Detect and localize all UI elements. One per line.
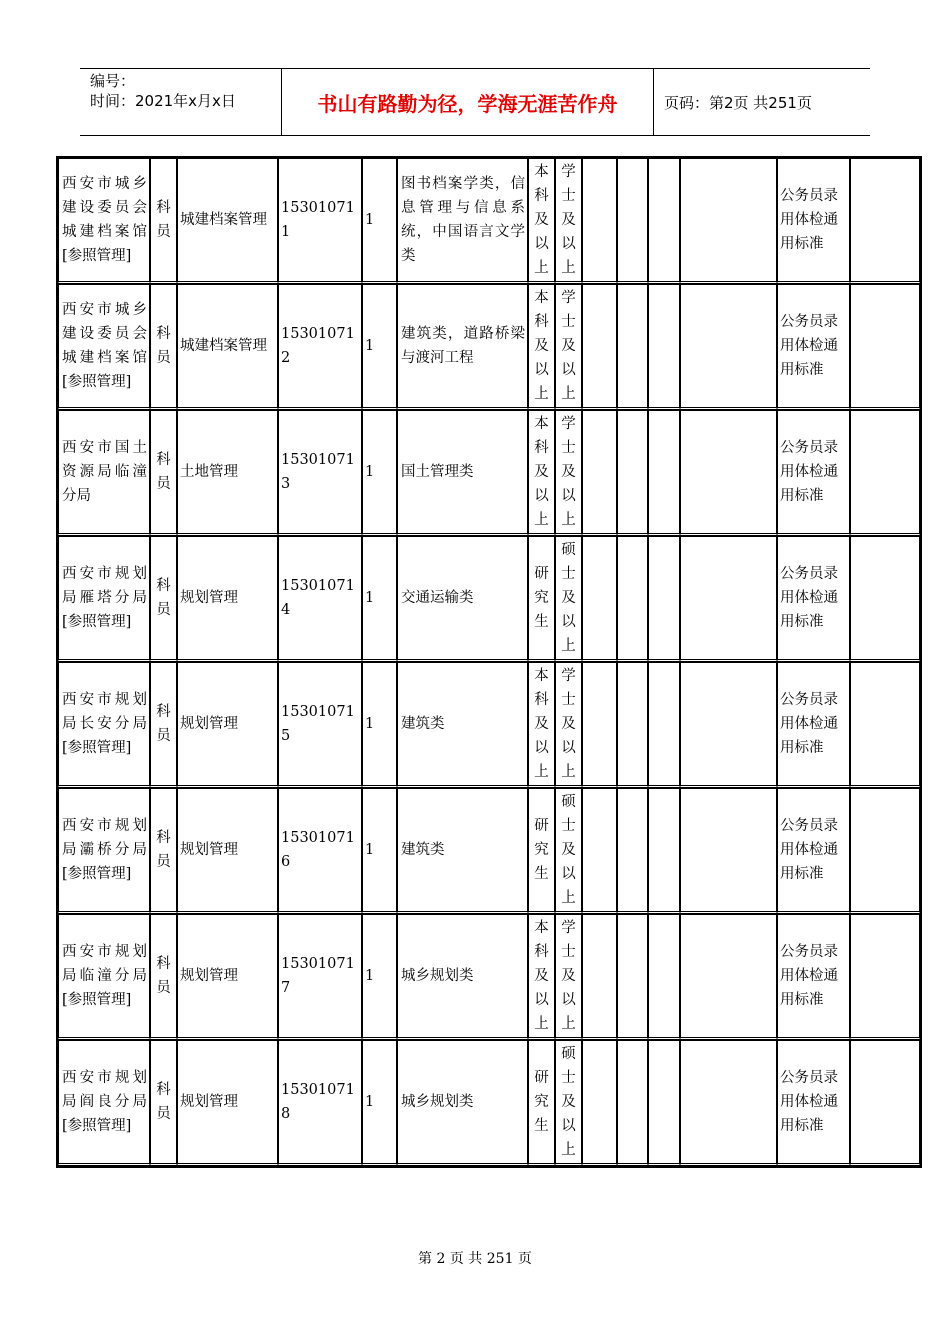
cell-empty [648, 158, 680, 284]
cell-position: 规划管理 [177, 662, 278, 788]
cell-major: 城乡规划类 [397, 1040, 528, 1166]
cell-count: 1 [362, 536, 397, 662]
cell-empty [680, 284, 777, 410]
cell-education: 本科及以上 [528, 914, 555, 1040]
cell-count: 1 [362, 410, 397, 536]
cell-rank: 科员 [150, 788, 177, 914]
cell-empty [617, 788, 648, 914]
cell-position: 规划管理 [177, 536, 278, 662]
cell-empty [617, 158, 648, 284]
cell-position: 城建档案管理 [177, 158, 278, 284]
recruitment-table [56, 156, 922, 1168]
table-row [58, 158, 920, 284]
cell-empty [648, 1040, 680, 1166]
cell-empty [680, 158, 777, 284]
cell-major: 建筑类 [397, 788, 528, 914]
cell-code: 153010717 [278, 914, 362, 1040]
cell-empty [582, 158, 617, 284]
cell-empty [850, 1040, 920, 1166]
cell-empty [850, 914, 920, 1040]
cell-empty [582, 788, 617, 914]
cell-empty [617, 662, 648, 788]
header-meta [80, 69, 282, 135]
cell-major: 国土管理类 [397, 410, 528, 536]
header-page-info: 页码：第2页 共251页 [664, 93, 812, 112]
cell-rank: 科员 [150, 662, 177, 788]
cell-empty [648, 284, 680, 410]
cell-education: 研究生 [528, 536, 555, 662]
cell-empty [680, 914, 777, 1040]
cell-count: 1 [362, 1040, 397, 1166]
cell-empty [680, 536, 777, 662]
cell-empty [648, 662, 680, 788]
cell-count: 1 [362, 914, 397, 1040]
table-row [58, 284, 920, 410]
cell-education: 研究生 [528, 1040, 555, 1166]
cell-health-standard: 公务员录用体检通用标准 [777, 536, 850, 662]
cell-position: 规划管理 [177, 788, 278, 914]
cell-rank: 科员 [150, 284, 177, 410]
cell-education: 研究生 [528, 788, 555, 914]
cell-degree: 硕士及以上 [555, 536, 582, 662]
cell-major: 交通运输类 [397, 536, 528, 662]
cell-degree: 学士及以上 [555, 158, 582, 284]
cell-education: 本科及以上 [528, 410, 555, 536]
cell-rank: 科员 [150, 1040, 177, 1166]
cell-empty [648, 410, 680, 536]
cell-major: 建筑类 [397, 662, 528, 788]
cell-empty [850, 410, 920, 536]
cell-unit: 西安市规划局阎良分局[参照管理] [58, 1040, 150, 1166]
cell-empty [582, 662, 617, 788]
cell-empty [680, 410, 777, 536]
cell-position: 土地管理 [177, 410, 278, 536]
document-time: 时间：2021年x月x日 [90, 92, 236, 110]
cell-position: 规划管理 [177, 1040, 278, 1166]
cell-code: 153010715 [278, 662, 362, 788]
cell-education: 本科及以上 [528, 158, 555, 284]
cell-unit: 西安市国土资源局临潼分局 [58, 410, 150, 536]
cell-empty [582, 914, 617, 1040]
cell-degree: 硕士及以上 [555, 1040, 582, 1166]
table-row [58, 1040, 920, 1166]
page-footer: 第 2 页 共 251 页 [418, 1251, 532, 1267]
cell-empty [850, 284, 920, 410]
cell-education: 本科及以上 [528, 662, 555, 788]
cell-empty [617, 914, 648, 1040]
cell-empty [648, 536, 680, 662]
document-number-label: 编号： [90, 72, 136, 90]
cell-code: 153010712 [278, 284, 362, 410]
cell-code: 153010716 [278, 788, 362, 914]
cell-position: 规划管理 [177, 914, 278, 1040]
cell-rank: 科员 [150, 410, 177, 536]
cell-empty [617, 284, 648, 410]
cell-health-standard: 公务员录用体检通用标准 [777, 662, 850, 788]
cell-empty [648, 788, 680, 914]
cell-count: 1 [362, 788, 397, 914]
cell-unit: 西安市城乡建设委员会城建档案馆[参照管理] [58, 284, 150, 410]
cell-empty [850, 788, 920, 914]
cell-health-standard: 公务员录用体检通用标准 [777, 158, 850, 284]
cell-empty [582, 1040, 617, 1166]
cell-major: 图书档案学类，信息管理与信息系统，中国语言文学类 [397, 158, 528, 284]
cell-unit: 西安市城乡建设委员会城建档案馆[参照管理] [58, 158, 150, 284]
cell-empty [850, 536, 920, 662]
cell-position: 城建档案管理 [177, 284, 278, 410]
cell-empty [850, 158, 920, 284]
cell-empty [850, 662, 920, 788]
cell-code: 153010711 [278, 158, 362, 284]
cell-empty [648, 914, 680, 1040]
cell-code: 153010718 [278, 1040, 362, 1166]
cell-code: 153010713 [278, 410, 362, 536]
table-row [58, 788, 920, 914]
cell-empty [680, 1040, 777, 1166]
cell-health-standard: 公务员录用体检通用标准 [777, 1040, 850, 1166]
cell-code: 153010714 [278, 536, 362, 662]
cell-degree: 学士及以上 [555, 410, 582, 536]
cell-count: 1 [362, 662, 397, 788]
table-row [58, 410, 920, 536]
cell-count: 1 [362, 158, 397, 284]
cell-degree: 学士及以上 [555, 914, 582, 1040]
cell-unit: 西安市规划局灞桥分局[参照管理] [58, 788, 150, 914]
cell-empty [582, 536, 617, 662]
cell-empty [617, 410, 648, 536]
cell-rank: 科员 [150, 536, 177, 662]
cell-empty [617, 536, 648, 662]
cell-health-standard: 公务员录用体检通用标准 [777, 410, 850, 536]
cell-count: 1 [362, 284, 397, 410]
cell-unit: 西安市规划局临潼分局[参照管理] [58, 914, 150, 1040]
cell-empty [582, 284, 617, 410]
cell-empty [617, 1040, 648, 1166]
cell-education: 本科及以上 [528, 284, 555, 410]
cell-rank: 科员 [150, 914, 177, 1040]
cell-unit: 西安市规划局长安分局[参照管理] [58, 662, 150, 788]
table-row [58, 536, 920, 662]
cell-major: 城乡规划类 [397, 914, 528, 1040]
cell-health-standard: 公务员录用体检通用标准 [777, 788, 850, 914]
cell-rank: 科员 [150, 158, 177, 284]
cell-major: 建筑类，道路桥梁与渡河工程 [397, 284, 528, 410]
cell-degree: 学士及以上 [555, 662, 582, 788]
cell-health-standard: 公务员录用体检通用标准 [777, 284, 850, 410]
table-row [58, 914, 920, 1040]
table-row [58, 662, 920, 788]
cell-health-standard: 公务员录用体检通用标准 [777, 914, 850, 1040]
header-slogan: 书山有路勤为径，学海无涯苦作舟 [282, 69, 654, 135]
cell-degree: 硕士及以上 [555, 788, 582, 914]
cell-degree: 学士及以上 [555, 284, 582, 410]
cell-empty [582, 410, 617, 536]
page-header [80, 68, 870, 136]
cell-unit: 西安市规划局雁塔分局[参照管理] [58, 536, 150, 662]
cell-empty [680, 662, 777, 788]
cell-empty [680, 788, 777, 914]
